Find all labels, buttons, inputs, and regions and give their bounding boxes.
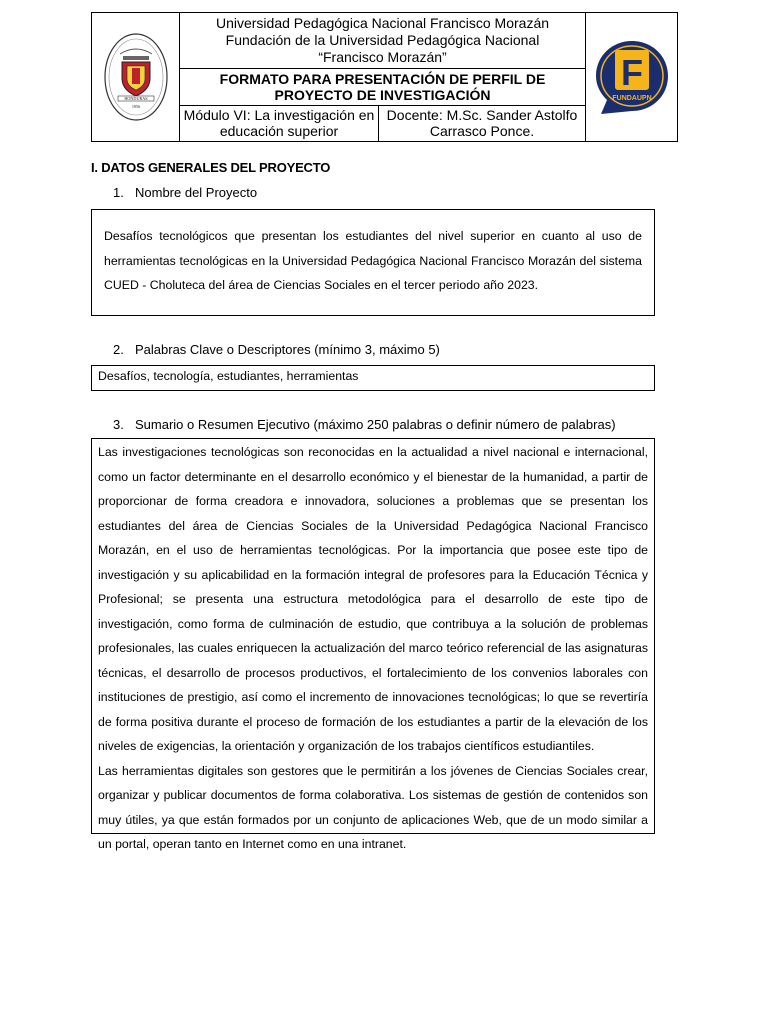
- keywords-box: Desafíos, tecnología, estudiantes, herramientas: [91, 365, 655, 391]
- project-name-box: Desafíos tecnológicos que presentan los estudiantes del nivel superior en cuanto al uso de herramientas tecnológicas en la Universidad Pedagógica Nacional Francisco Morazán del sistema CUED - Choluteca del área de Ciencias Sociales en el tercer periodo año 2023.: [91, 209, 655, 316]
- university-seal-logo: [92, 13, 180, 141]
- header-table: [91, 12, 678, 142]
- teacher-cell: Docente: M.Sc. Sander Astolfo Carrasco Ponce.: [386, 107, 578, 139]
- fundaupn-letter: F: [620, 52, 643, 93]
- item-2-text: Palabras Clave o Descriptores (mínimo 3, máximo 5): [135, 342, 440, 357]
- summary-paragraph-1: Las investigaciones tecnológicas son reconocidas en la actualidad a nivel nacional e internacional, como un factor determinante en el desarrollo económico y el bienestar de la humanidad, a partir de proporcionar de forma creadora e innovadora, soluciones a problemas que se presentan los estudiantes del área de Ciencias Sociales de la Universidad Pedagógica Nacional Francisco Morazán, en el uso de herramientas tecnológicas. Por la importancia que posee este tipo de investigación y su aplicabilidad en la formación integral de profesores para la Educación Técnica y Profesional; se presenta una estructura metodológica para el desarrollo de este tipo de investigación, como forma de culminación de estudio, que contribuya a la solución de problemas profesionales, las cuales enriquecen la actualización del marco teórico referencial de las asignaturas técnicas, el desarrollo de procesos productivos, el fortalecimiento de los convenios laborales con instituciones de prestigio, así como el incremento de innovaciones tecnológicas; lo que se revertiría de forma positiva durante el proceso de formación de los estudiantes a partir de la elevación de los niveles de exigencias, la orientación y organización de los trabajos científicos estudiantiles.: [98, 445, 648, 753]
- item-3-number: 3.: [113, 417, 124, 432]
- seal-icon: [103, 32, 169, 122]
- item-2-label: [113, 342, 440, 357]
- item-1-text: Nombre del Proyecto: [135, 185, 258, 200]
- module-cell: Módulo VI: La investigación en educación superior: [180, 106, 379, 141]
- item-1-label: [113, 185, 257, 200]
- summary-box: [91, 438, 655, 851]
- institution-names: [180, 13, 585, 69]
- item-3-text: Sumario o Resumen Ejecutivo (máximo 250 palabras o definir número de palabras): [135, 417, 616, 432]
- summary-paragraph-2: Las herramientas digitales son gestores que le permitirán a los jóvenes de Ciencias Sociales crear, organizar y publicar documentos de forma colaborativa. Los sistemas de gestión de contenidos son muy útiles, ya que están formados por un conjunto de aplicaciones Web, que de un modo similar a un portal, operan tanto en Internet como en una intranet.: [98, 763, 648, 851]
- item-2-number: 2.: [113, 342, 124, 357]
- fundaupn-badge-icon: [593, 38, 671, 116]
- format-title: FORMATO PARA PRESENTACIÓN DE PERFIL DE PROYECTO DE INVESTIGACIÓN: [180, 69, 585, 106]
- section-title: I. DATOS GENERALES DEL PROYECTO: [91, 160, 331, 175]
- fundaupn-logo: [585, 13, 677, 141]
- item-1-number: 1.: [113, 185, 124, 200]
- fundaupn-text: FUNDAUPN: [611, 95, 652, 102]
- seal-year-text: 1956: [131, 104, 140, 109]
- institution-line-1: Universidad Pedagógica Nacional Francisco Morazán: [215, 15, 550, 31]
- institution-line-2: Fundación de la Universidad Pedagógica Nacional: [225, 32, 540, 48]
- item-3-label: [113, 417, 616, 432]
- institution-line-3: “Francisco Morazán”: [318, 49, 447, 65]
- seal-country-text: HONDURAS: [123, 96, 148, 101]
